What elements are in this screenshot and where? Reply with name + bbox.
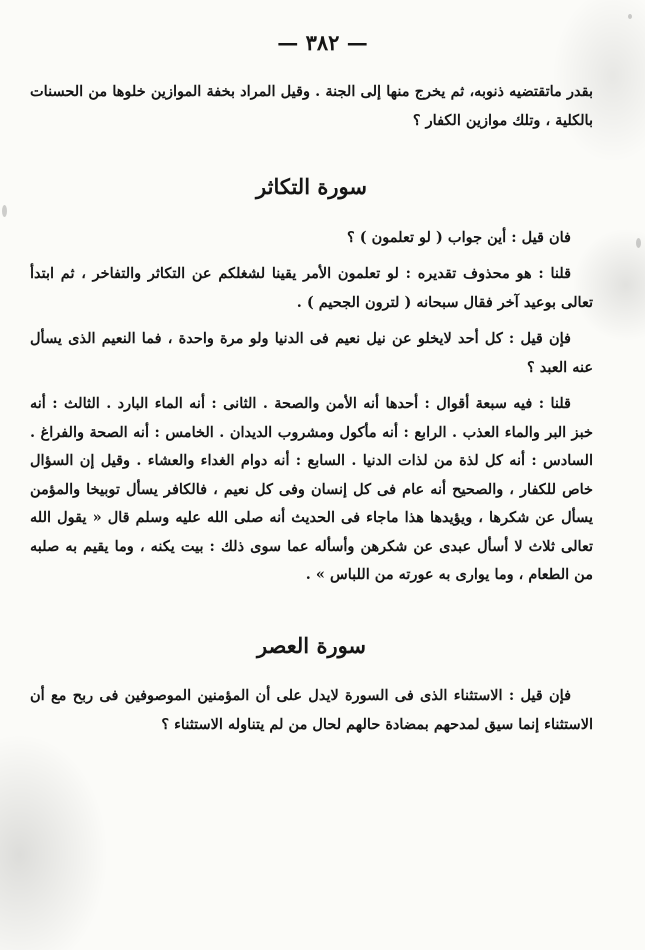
scan-smudge bbox=[2, 205, 7, 217]
answer-paragraph: قلنا : هو محذوف تقديره : لو تعلمون الأمر يقينا لشغلكم عن التكاثر والتفاخر ، ثم ابتدأ تعالى بوعيد آخر فقال سبحانه ( لترون الجحيم ) . bbox=[30, 265, 593, 311]
sura-title-takathur: سورة التكاثر bbox=[256, 174, 367, 199]
page-body bbox=[30, 78, 593, 739]
paragraph-gap bbox=[30, 382, 593, 390]
sura-title-asr: سورة العصر bbox=[256, 632, 367, 658]
scan-smudge bbox=[636, 238, 641, 248]
paragraph-gap bbox=[30, 317, 593, 325]
question-paragraph: فإن قيل : الاستثناء الذى فى السورة لايدل على أن المؤمنين الموصوفين فى ربح مع أن الاستثناء إنما سيق لمدحهم بمضادة حالهم لحال من لم يتناوله الاستثناء ؟ bbox=[30, 687, 593, 733]
intro-paragraph: بقدر ماتقتضيه ذنوبه، ثم يخرج منها إلى الجنة . وقيل المراد بخفة الموازين خلوها من الحسنات بالكلية ، وتلك موازين الكفار ؟ bbox=[30, 83, 593, 129]
question-paragraph: فإن قيل : كل أحد لايخلو عن نيل نعيم فى الدنيا ولو مرة واحدة ، فما النعيم الذى يسأل عنه العبد ؟ bbox=[30, 330, 593, 376]
answer-paragraph: قلنا : فيه سبعة أقوال : أحدها أنه الأمن والصحة . الثانى : أنه الماء البارد . الثالث : أنه خبز البر والماء العذب . الرابع : أنه مأكول ومشروب الديدان . الخامس : أنه الصحة والفراغ . السادس : أنه كل لذة من لذات الدنيا . السابع : أنه دوام الغداء والعشاء . وقيل إن السؤال خاص للكفار ، والصحيح أنه عام فى كل إنسان وفى كل نعيم ، فالكافر يسأل توبيخا والمؤمن يسأل عن شكرها ، ويؤيدها هذا ماجاء فى الحديث أنه صلى الله عليه وسلم قال « يقول الله تعالى ثلاث لا أسأل عبدى عن شكرهن وأسأله عما سوى ذلك : بيت يكنه ، وما يقيم به صلبه من الطعام ، وما يوارى به عورته من اللباس » . bbox=[30, 395, 593, 583]
question-paragraph: فان قيل : أين جواب ( لو تعلمون ) ؟ bbox=[347, 228, 571, 246]
scan-smudge bbox=[628, 14, 632, 19]
page-number: — ٣٨٢ — bbox=[277, 30, 368, 55]
paragraph-gap bbox=[30, 252, 593, 260]
